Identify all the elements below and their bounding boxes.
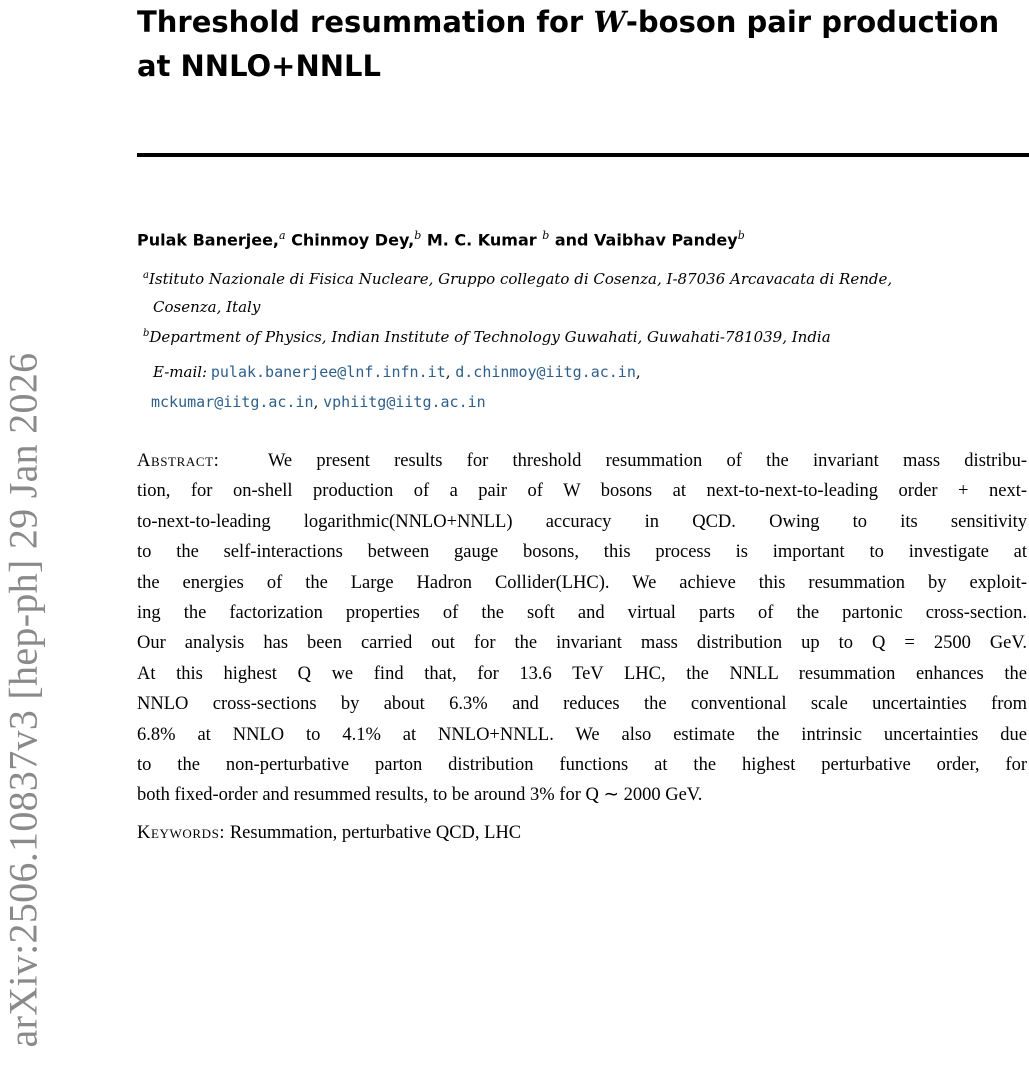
abstract-line: 6.8% at NNLO to 4.1% at NNLO+NNLL. We also estimate the intrinsic uncertainties due <box>137 724 1027 745</box>
affiliation-a: $^a$Istituto Nazionale di Fisica Nucleare, Gruppo collegato di Cosenza, I-87036 Arcavacata di Rende, <box>143 270 893 288</box>
abstract-line: NNLO cross-sections by about 6.3% and reduces the conventional scale uncertainties from <box>137 694 1027 715</box>
title-rule <box>137 153 1029 157</box>
author-pandey: and Vaibhav Pandey <box>549 230 738 250</box>
abstract-line: ing the factorization properties of the soft and virtual parts of the partonic cross-section. <box>137 603 1027 624</box>
author-dey: Chinmoy Dey, <box>285 230 415 250</box>
arxiv-id-text: arXiv:2506.10837v3 [hep-ph] 29 Jan 2026 <box>0 352 46 1048</box>
email-label: E-mail: <box>153 363 208 381</box>
abstract-line: the energies of the Large Hadron Collider(LHC). We achieve this resummation by exploit- <box>137 572 1027 593</box>
abstract-line: to the self-interactions between gauge bosons, this process is important to investigate at <box>137 542 1027 563</box>
abstract-line: tion, for on-shell production of a pair of W bosons at next-to-next-to-leading order + next- <box>137 481 1027 502</box>
abstract-line: At this highest Q we find that, for 13.6 TeV LHC, the NNLL resummation enhances the <box>137 663 1027 684</box>
title-math-w: W <box>593 5 626 39</box>
email-link-kumar[interactable]: mckumar@iitg.ac.in <box>151 393 314 411</box>
abstract-heading: Abstract: <box>137 451 220 471</box>
author-list: Pulak Banerjee,$^a$ Chinmoy Dey,$^b$ M. C. Kumar $^b$ and Vaibhav Pandey$^b$ <box>137 229 745 250</box>
abstract-line: to-next-to-leading logarithmic(NNLO+NNLL) accuracy in QCD. Owing to its sensitivity <box>137 511 1027 532</box>
keywords-label: Keywords: <box>137 823 226 843</box>
email-line-2: mckumar@iitg.ac.in, vphiitg@iitg.ac.in <box>151 393 486 411</box>
author-banerjee: Pulak Banerjee, <box>137 230 279 250</box>
affiliation-a-continued: Cosenza, Italy <box>153 298 261 316</box>
email-link-pandey[interactable]: vphiitg@iitg.ac.in <box>323 393 486 411</box>
abstract-line: both fixed-order and resummed results, to be around 3% for Q ∼ 2000 GeV. <box>137 785 703 806</box>
abstract <box>137 446 1027 811</box>
email-link-banerjee[interactable]: pulak.banerjee@lnf.infn.it <box>210 363 446 381</box>
title-line-2: at NNLO+NNLL <box>137 49 381 83</box>
email-link-dey[interactable]: d.chinmoy@iitg.ac.in <box>455 363 636 381</box>
abstract-line: Our analysis has been carried out for the invariant mass distribution up to Q = 2500 GeV. <box>137 633 1027 654</box>
paper-title <box>137 0 1022 88</box>
author-kumar: M. C. Kumar <box>421 230 543 250</box>
abstract-line: Abstract: We present results for threshold resummation of the invariant mass distribu- <box>137 451 1027 471</box>
title-line-1: Threshold resummation for W-boson pair production <box>137 5 1000 39</box>
arxiv-identifier-stamp <box>0 0 46 1068</box>
email-line-1: E-mail: pulak.banerjee@lnf.infn.it, d.chinmoy@iitg.ac.in, <box>153 363 641 381</box>
keywords-text: Resummation, perturbative QCD, LHC <box>229 823 522 843</box>
keywords <box>137 823 521 844</box>
abstract-line: to the non-perturbative parton distribution functions at the highest perturbative order, for <box>137 755 1027 776</box>
affiliation-b: $^b$Department of Physics, Indian Institute of Technology Guwahati, Guwahati-781039, India <box>143 328 831 346</box>
